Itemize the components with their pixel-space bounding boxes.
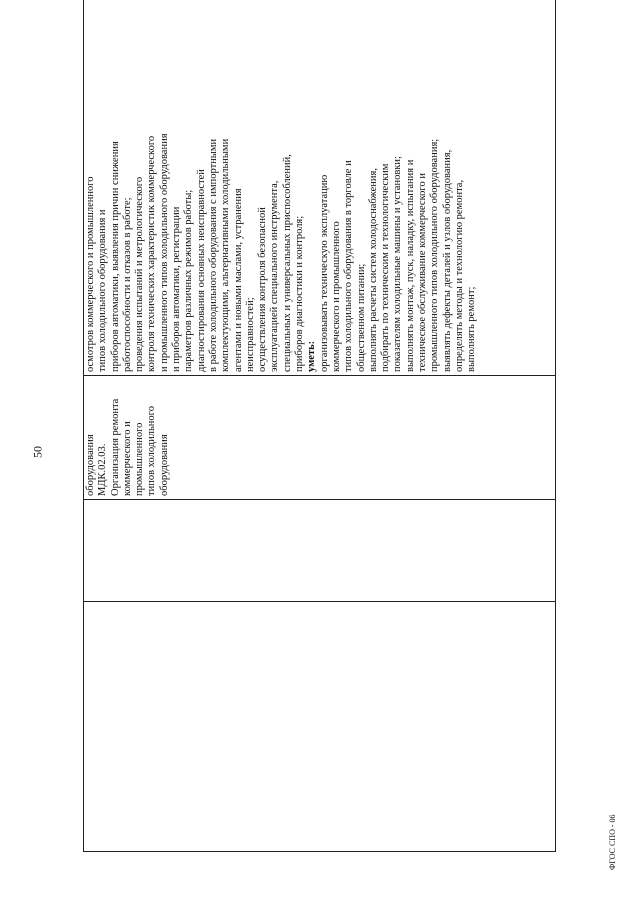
competency-line: агентами и новыми маслами, устранения [232, 188, 244, 372]
competency-line: выполнять монтаж, пуск, наладку, испытания и [404, 159, 416, 372]
competency-line: параметров различных режимов работы; [183, 189, 195, 372]
discipline-line: оборудования [85, 434, 96, 496]
competency-line: типов холодильного оборудования в торговле и [343, 160, 355, 372]
discipline-line: Организация ремонта [109, 398, 121, 496]
standards-table [83, 24, 556, 852]
table-cell-empty-left [84, 602, 556, 852]
discipline-line: промышленного [134, 422, 146, 496]
competency-line: приборов диагностики и контроля; [294, 215, 306, 372]
competency-line: неисправностей; [244, 297, 256, 372]
competency-line: проведения испытаний и метрологического [134, 176, 146, 372]
competency-line: общественном питании; [355, 263, 367, 372]
competency-line: приборов автоматики, выявления причин снижения [109, 141, 121, 372]
competency-line: выполнять расчеты систем холодоснабжения, [367, 168, 379, 372]
competency-line: осмотров коммерческого и промышленного [85, 176, 96, 372]
competency-line: комплектующими, альтернативными холодильными [220, 138, 232, 372]
discipline-line: типов холодильного [146, 406, 158, 496]
competency-line: организовывать техническую эксплуатацию [318, 174, 330, 372]
discipline-line: коммерческого и [121, 421, 133, 496]
competency-line: эксплуатацией специального инструмента, [269, 180, 281, 372]
competency-line: контроля технических характеристик коммерческого [146, 135, 158, 372]
skills-heading: уметь: [306, 340, 318, 372]
competency-line: коммерческого и промышленного [330, 221, 342, 372]
table-cell-discipline [84, 376, 556, 500]
competency-line: диагностирования основных неисправностей [195, 169, 207, 372]
competency-line: осуществления контроля безопасной [257, 207, 269, 372]
page-number: 50 [30, 446, 45, 458]
competency-line: и промышленного типов холодильного оборудования [158, 133, 170, 372]
competency-line: техническое обслуживание коммерческого и [417, 173, 429, 372]
competency-line: типов холодильного оборудования и [97, 209, 109, 372]
discipline-line: МДК.02.03. [97, 443, 109, 496]
competency-line: показателям холодильные машины и установки; [392, 156, 404, 372]
competency-line: определять методы и технологию ремонта, [453, 179, 465, 372]
competency-line: подбирать по техническим и технологическим [380, 163, 392, 372]
competency-line: выявлять дефекты деталей и узлов оборудования, [441, 149, 453, 372]
competency-line: выполнять ремонт; [466, 286, 478, 372]
table-cell-empty-mid [84, 500, 556, 602]
competency-line: в работе холодильного оборудования с импортными [207, 138, 219, 372]
table-cell-competencies [84, 0, 556, 376]
competency-line: и приборов автоматики, регистрации [171, 206, 183, 372]
competency-line: специальных и универсальных приспособлений, [281, 154, 293, 372]
competency-line: промышленного типов холодильного оборудования; [429, 138, 441, 372]
footer-mark: ФГОС СПО - 06 [608, 814, 617, 870]
discipline-line: оборудования [158, 434, 170, 496]
competency-line: работоспособности и отказов в работе; [121, 197, 133, 372]
